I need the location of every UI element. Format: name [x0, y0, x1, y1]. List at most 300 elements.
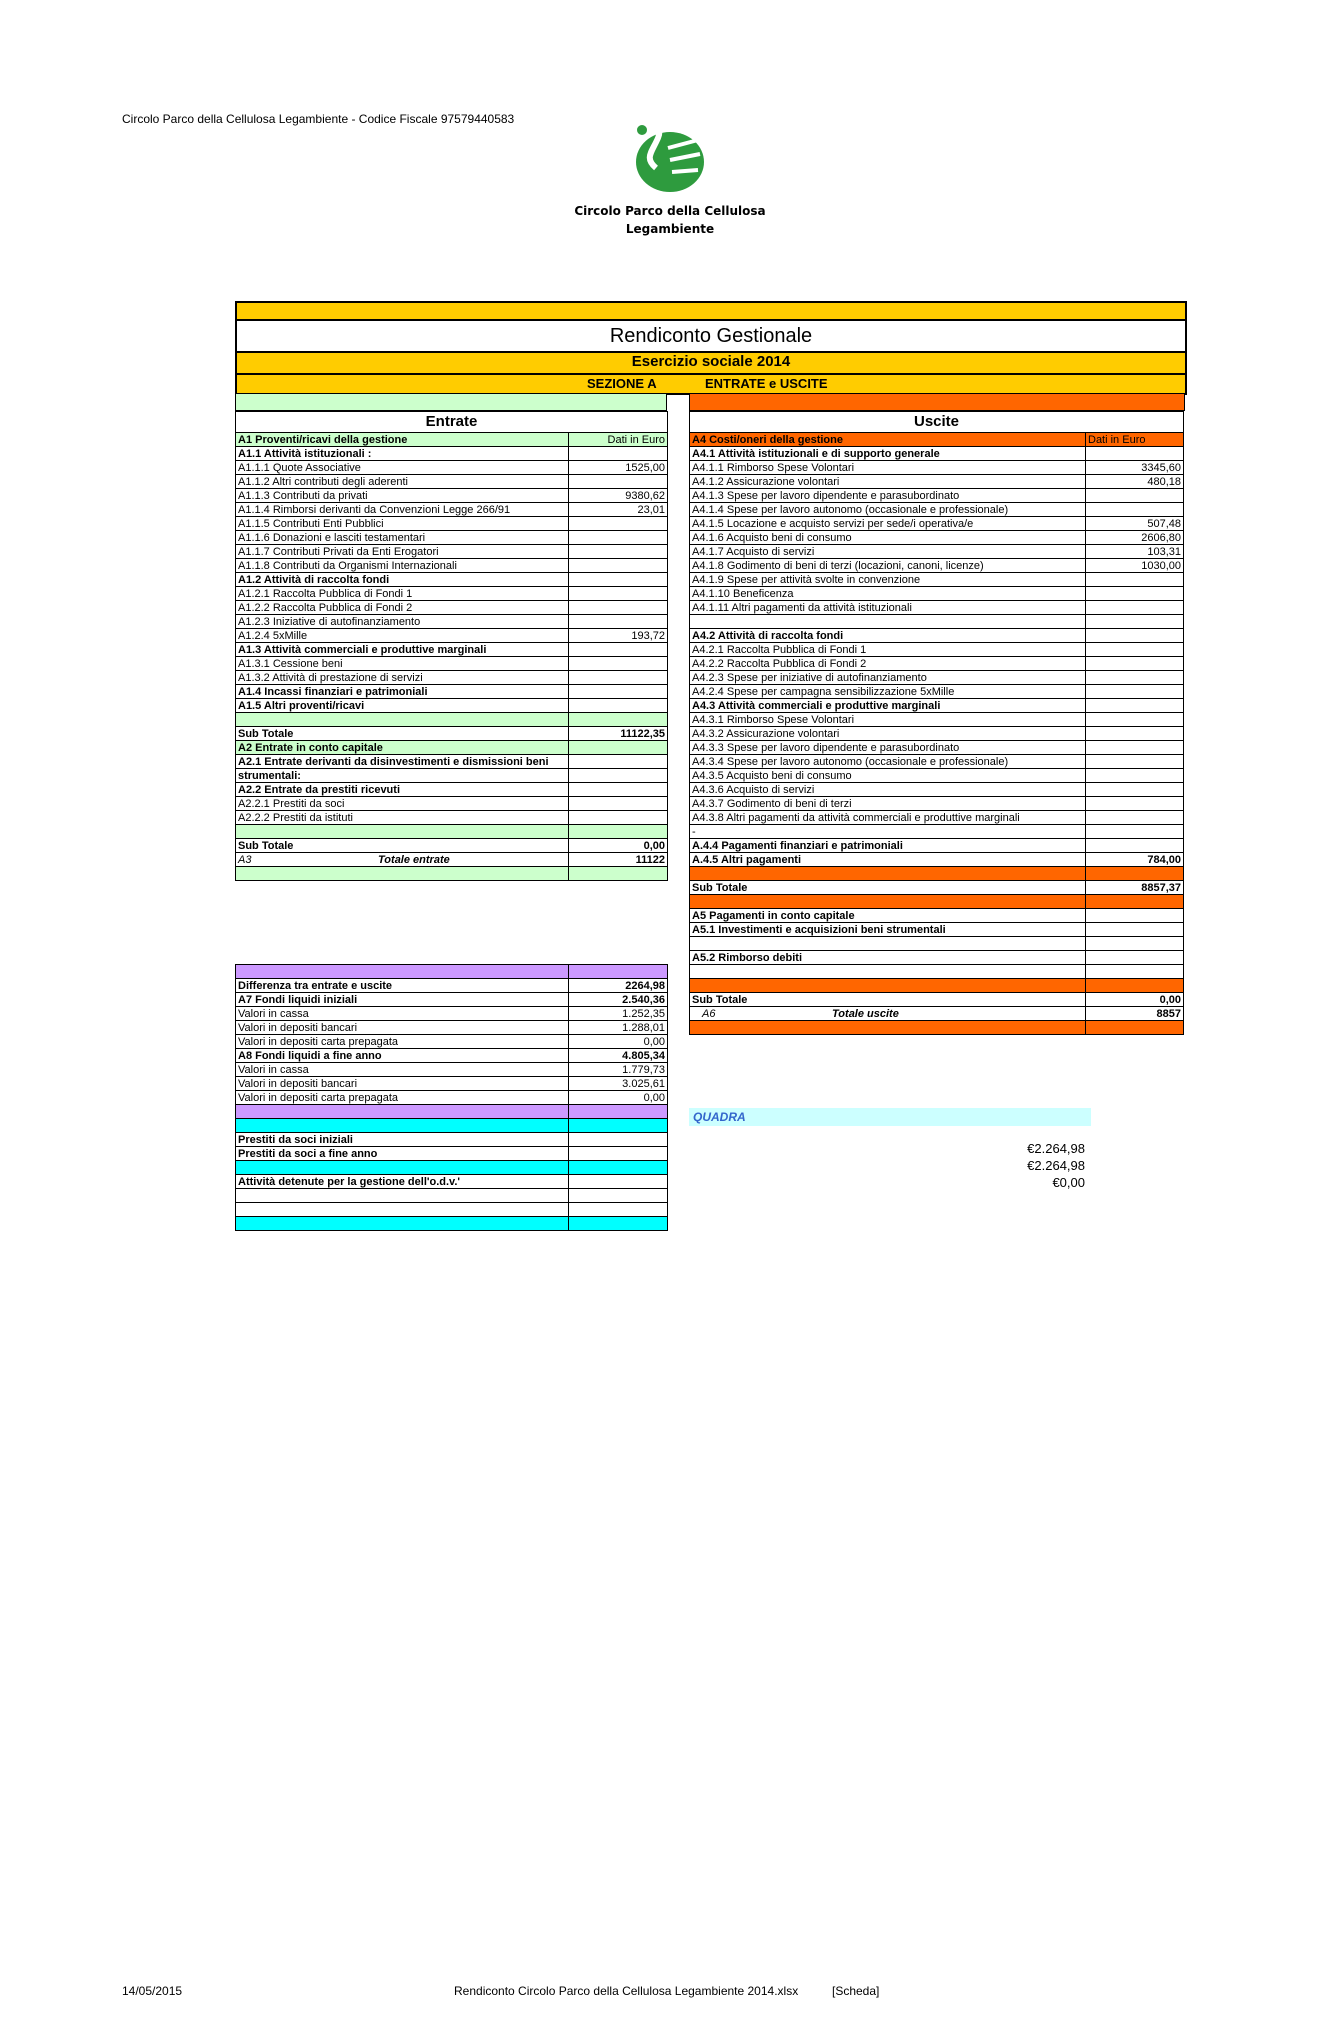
row-label: strumentali: — [236, 769, 569, 783]
row-value: 23,01 — [569, 503, 668, 517]
row-value: 1030,00 — [1086, 559, 1184, 573]
table-row — [236, 811, 668, 825]
table-row — [690, 489, 1184, 503]
row-value — [1086, 755, 1184, 769]
row-value — [1086, 503, 1184, 517]
table-row — [690, 909, 1184, 923]
row-label: A1.1.4 Rimborsi derivanti da Convenzioni Legge 266/91 — [236, 503, 569, 517]
row-value: 2264,98 — [569, 979, 668, 993]
swan-logo-icon — [628, 118, 708, 196]
table-row — [690, 923, 1184, 937]
uscite-col-head: A4 Costi/oneri della gestione — [690, 433, 1086, 447]
row-value: 2.540,36 — [569, 993, 668, 1007]
row-value — [569, 1203, 668, 1217]
row-value — [569, 965, 668, 979]
row-value — [1086, 783, 1184, 797]
table-row — [236, 867, 668, 881]
row-value: 8857,37 — [1086, 881, 1184, 895]
row-value — [1086, 643, 1184, 657]
row-value — [569, 573, 668, 587]
table-row — [236, 699, 668, 713]
row-label: A4.3.6 Acquisto di servizi — [690, 783, 1086, 797]
table-row — [236, 783, 668, 797]
entrate-heading: Entrate — [236, 412, 668, 433]
table-row — [690, 601, 1184, 615]
row-label — [236, 867, 569, 881]
row-label: A2.2 Entrate da prestiti ricevuti — [236, 783, 569, 797]
table-row — [236, 531, 668, 545]
table-row — [236, 993, 668, 1007]
row-label — [236, 965, 569, 979]
row-value: 0,00 — [1086, 993, 1184, 1007]
row-value — [569, 615, 668, 629]
table-row — [690, 783, 1184, 797]
row-value — [1086, 797, 1184, 811]
table-row — [236, 1203, 668, 1217]
row-value — [1086, 811, 1184, 825]
row-label: A4.3.5 Acquisto beni di consumo — [690, 769, 1086, 783]
row-label: A2.2.2 Prestiti da istituti — [236, 811, 569, 825]
table-row — [690, 643, 1184, 657]
table-row — [236, 489, 668, 503]
row-value — [569, 741, 668, 755]
row-label: A4.1.2 Assicurazione volontari — [690, 475, 1086, 489]
row-label: A5 Pagamenti in conto capitale — [690, 909, 1086, 923]
table-row — [236, 1007, 668, 1021]
footer-date: 14/05/2015 — [122, 1984, 183, 1998]
table-row — [236, 1035, 668, 1049]
table-row — [690, 853, 1184, 867]
table-row — [690, 741, 1184, 755]
row-value — [1086, 825, 1184, 839]
row-value: 4.805,34 — [569, 1049, 668, 1063]
table-row — [690, 727, 1184, 741]
table-row — [690, 559, 1184, 573]
row-value — [1086, 671, 1184, 685]
row-value: 1.288,01 — [569, 1021, 668, 1035]
row-value — [569, 825, 668, 839]
row-label: A4.1.5 Locazione e acquisto servizi per sede/i operativa/e — [690, 517, 1086, 531]
row-value — [1086, 741, 1184, 755]
row-value — [569, 713, 668, 727]
row-label: Sub Totale — [236, 727, 569, 741]
uscite-heading: Uscite — [690, 412, 1184, 433]
table-row — [690, 993, 1184, 1007]
table-row — [236, 965, 668, 979]
table-row — [690, 517, 1184, 531]
table-row — [690, 713, 1184, 727]
row-value — [1086, 657, 1184, 671]
row-label: Prestiti da soci iniziali — [236, 1133, 569, 1147]
row-label: Sub Totale — [690, 881, 1086, 895]
row-label: Sub Totale — [236, 839, 569, 853]
row-label — [690, 937, 1086, 951]
row-value — [569, 1175, 668, 1189]
row-label — [690, 895, 1086, 909]
report-esercizio: Esercizio sociale 2014 — [631, 353, 791, 370]
row-label: A1.2.4 5xMille — [236, 629, 569, 643]
row-value — [1086, 727, 1184, 741]
row-value — [569, 1189, 668, 1203]
table-row — [236, 447, 668, 461]
row-label: A4.1.3 Spese per lavoro dipendente e parasubordinato — [690, 489, 1086, 503]
table-row — [236, 839, 668, 853]
row-value — [1086, 713, 1184, 727]
table-row — [236, 1217, 668, 1231]
quadra-label: QUADRA — [689, 1108, 1091, 1126]
table-row — [236, 1049, 668, 1063]
table-row — [690, 811, 1184, 825]
row-label: A4.1.10 Beneficenza — [690, 587, 1086, 601]
logo-caption — [560, 202, 780, 238]
row-label: A.4.5 Altri pagamenti — [690, 853, 1086, 867]
row-value — [569, 699, 668, 713]
row-value — [1086, 951, 1184, 965]
row-value — [1086, 839, 1184, 853]
row-label: A1.1.1 Quote Associative — [236, 461, 569, 475]
report-sezione-desc: ENTRATE e USCITE — [705, 376, 828, 391]
row-label — [236, 825, 569, 839]
footer-sheet: [Scheda] — [832, 1984, 880, 1998]
table-row — [690, 769, 1184, 783]
report-sezione: SEZIONE A — [587, 376, 657, 391]
row-label: A1.2.1 Raccolta Pubblica di Fondi 1 — [236, 587, 569, 601]
table-row — [236, 643, 668, 657]
table-row — [236, 685, 668, 699]
row-value — [1086, 895, 1184, 909]
row-label: A4.1.6 Acquisto beni di consumo — [690, 531, 1086, 545]
row-label: A1.2.2 Raccolta Pubblica di Fondi 2 — [236, 601, 569, 615]
table-row — [690, 685, 1184, 699]
table-row — [236, 979, 668, 993]
row-label — [690, 1021, 1086, 1035]
table-row — [690, 587, 1184, 601]
row-value — [1086, 699, 1184, 713]
row-value — [569, 1161, 668, 1175]
total-code: A6 — [702, 1007, 716, 1020]
report-sezione-row — [237, 373, 1185, 393]
row-label: A4.1.4 Spese per lavoro autonomo (occasionale e professionale) — [690, 503, 1086, 517]
row-value — [569, 671, 668, 685]
table-row — [690, 755, 1184, 769]
row-label: A1.3.2 Attività di prestazione di servizi — [236, 671, 569, 685]
row-value: 0,00 — [569, 1035, 668, 1049]
row-label: A4.2.1 Raccolta Pubblica di Fondi 1 — [690, 643, 1086, 657]
total-label — [690, 1007, 1086, 1021]
row-label: A1.1.2 Altri contributi degli aderenti — [236, 475, 569, 489]
table-row — [236, 769, 668, 783]
row-value — [1086, 489, 1184, 503]
table-row — [236, 741, 668, 755]
row-label: A8 Fondi liquidi a fine anno — [236, 1049, 569, 1063]
row-label: A5.2 Rimborso debiti — [690, 951, 1086, 965]
table-row — [236, 1175, 668, 1189]
summary-table — [235, 964, 668, 1231]
row-value: 103,31 — [1086, 545, 1184, 559]
table-row — [236, 825, 668, 839]
row-label: A4.1.8 Godimento di beni di terzi (locazioni, canoni, licenze) — [690, 559, 1086, 573]
table-row — [236, 1063, 668, 1077]
row-value — [569, 1105, 668, 1119]
footer-file: Rendiconto Circolo Parco della Cellulosa Legambiente 2014.xlsx — [454, 1984, 799, 1998]
table-row — [690, 545, 1184, 559]
row-value — [1086, 867, 1184, 881]
total-row — [236, 853, 668, 867]
row-label: A4.1.11 Altri pagamenti da attività istituzionali — [690, 601, 1086, 615]
table-row — [690, 657, 1184, 671]
table-row — [236, 797, 668, 811]
uscite-col-val: Dati in Euro — [1086, 433, 1184, 447]
row-label: A1.1.8 Contributi da Organismi Internazionali — [236, 559, 569, 573]
row-label — [690, 965, 1086, 979]
row-label: A4.1.9 Spese per attività svolte in convenzione — [690, 573, 1086, 587]
row-label: A1.1 Attività istituzionali : — [236, 447, 569, 461]
row-label — [236, 1217, 569, 1231]
row-value — [569, 517, 668, 531]
row-label: A1.4 Incassi finanziari e patrimoniali — [236, 685, 569, 699]
row-value — [569, 811, 668, 825]
row-value: 0,00 — [569, 839, 668, 853]
row-label: A1.1.7 Contributi Privati da Enti Erogatori — [236, 545, 569, 559]
table-row — [236, 1133, 668, 1147]
table-row — [236, 1021, 668, 1035]
row-value: 9380,62 — [569, 489, 668, 503]
row-label: A2.1 Entrate derivanti da disinvestimenti e dismissioni beni — [236, 755, 569, 769]
uscite-band — [689, 393, 1185, 411]
table-row — [236, 657, 668, 671]
row-label — [690, 979, 1086, 993]
row-value — [569, 867, 668, 881]
row-label — [690, 867, 1086, 881]
row-label: A4.2.2 Raccolta Pubblica di Fondi 2 — [690, 657, 1086, 671]
row-label: A1.3 Attività commerciali e produttive marginali — [236, 643, 569, 657]
table-row — [236, 727, 668, 741]
row-label: Valori in cassa — [236, 1007, 569, 1021]
table-row — [690, 825, 1184, 839]
row-label — [236, 1189, 569, 1203]
table-row — [236, 573, 668, 587]
row-value — [1086, 769, 1184, 783]
table-row — [236, 503, 668, 517]
row-label — [236, 713, 569, 727]
row-value — [569, 1119, 668, 1133]
row-label: Valori in depositi carta prepagata — [236, 1035, 569, 1049]
table-row — [690, 531, 1184, 545]
row-value — [569, 755, 668, 769]
table-row — [690, 447, 1184, 461]
total-text: Totale uscite — [832, 1007, 899, 1020]
quadra-value-3: €0,00 — [1052, 1175, 1085, 1190]
table-row — [690, 475, 1184, 489]
row-label — [236, 1119, 569, 1133]
table-row — [236, 461, 668, 475]
table-row — [690, 937, 1184, 951]
row-label: A4.1.1 Rimborso Spese Volontari — [690, 461, 1086, 475]
report-title-band — [235, 301, 1187, 395]
row-value — [569, 643, 668, 657]
row-label — [236, 1105, 569, 1119]
row-label: A4.3.1 Rimborso Spese Volontari — [690, 713, 1086, 727]
row-label: A1.3.1 Cessione beni — [236, 657, 569, 671]
table-row — [236, 601, 668, 615]
row-label: A4.3.4 Spese per lavoro autonomo (occasionale e professionale) — [690, 755, 1086, 769]
row-label: A5.1 Investimenti e acquisizioni beni strumentali — [690, 923, 1086, 937]
table-row — [236, 1189, 668, 1203]
entrate-table — [235, 411, 668, 881]
table-row — [236, 1091, 668, 1105]
entrate-band — [235, 393, 667, 411]
row-value: 3345,60 — [1086, 461, 1184, 475]
total-value: 8857 — [1086, 1007, 1184, 1021]
uscite-table — [689, 411, 1184, 1035]
table-row — [690, 629, 1184, 643]
row-label: Valori in cassa — [236, 1063, 569, 1077]
table-row — [690, 895, 1184, 909]
row-value — [1086, 685, 1184, 699]
row-label: A1.1.3 Contributi da privati — [236, 489, 569, 503]
row-value: 193,72 — [569, 629, 668, 643]
row-value — [1086, 923, 1184, 937]
row-value — [1086, 629, 1184, 643]
table-row — [236, 1119, 668, 1133]
table-row — [690, 881, 1184, 895]
table-row — [690, 573, 1184, 587]
row-value — [569, 475, 668, 489]
row-label: - — [690, 825, 1086, 839]
row-value — [569, 769, 668, 783]
row-label: A7 Fondi liquidi iniziali — [236, 993, 569, 1007]
row-value — [1086, 909, 1184, 923]
table-row — [236, 1147, 668, 1161]
table-row — [236, 587, 668, 601]
table-row — [236, 1077, 668, 1091]
row-value: 480,18 — [1086, 475, 1184, 489]
row-label: Valori in depositi carta prepagata — [236, 1091, 569, 1105]
quadra-value-1: €2.264,98 — [1027, 1141, 1085, 1156]
table-row — [690, 867, 1184, 881]
table-row — [236, 615, 668, 629]
row-value — [1086, 601, 1184, 615]
total-code: A3 — [238, 853, 252, 866]
row-label: A4.3.2 Assicurazione volontari — [690, 727, 1086, 741]
row-label: A4.3 Attività commerciali e produttive marginali — [690, 699, 1086, 713]
table-row — [690, 1021, 1184, 1035]
row-label: Differenza tra entrate e uscite — [236, 979, 569, 993]
row-label: A4.2 Attività di raccolta fondi — [690, 629, 1086, 643]
row-value: 507,48 — [1086, 517, 1184, 531]
row-label: A1.5 Altri proventi/ricavi — [236, 699, 569, 713]
row-value: 0,00 — [569, 1091, 668, 1105]
logo-caption-line-2: Legambiente — [625, 222, 715, 236]
row-label: A4.3.8 Altri pagamenti da attività commerciali e produttive marginali — [690, 811, 1086, 825]
row-value — [569, 783, 668, 797]
table-row — [690, 965, 1184, 979]
row-value — [569, 587, 668, 601]
row-value — [1086, 979, 1184, 993]
row-value: 1.779,73 — [569, 1063, 668, 1077]
row-value: 1.252,35 — [569, 1007, 668, 1021]
total-value: 11122 — [569, 853, 668, 867]
table-row — [690, 839, 1184, 853]
table-row — [236, 629, 668, 643]
row-value — [569, 1133, 668, 1147]
row-label: Attività detenute per la gestione dell'o.d.v.' — [236, 1175, 569, 1189]
row-value: 2606,80 — [1086, 531, 1184, 545]
quadra-values — [960, 1140, 1085, 1191]
row-label: Sub Totale — [690, 993, 1086, 1007]
row-value — [1086, 615, 1184, 629]
row-label: A2.2.1 Prestiti da soci — [236, 797, 569, 811]
row-label: A4.2.3 Spese per iniziative di autofinanziamento — [690, 671, 1086, 685]
row-value — [569, 685, 668, 699]
row-value — [1086, 937, 1184, 951]
row-value — [1086, 965, 1184, 979]
total-row — [690, 1007, 1184, 1021]
entrate-col-head: A1 Proventi/ricavi della gestione — [236, 433, 569, 447]
row-value: 1525,00 — [569, 461, 668, 475]
table-row — [236, 713, 668, 727]
table-row — [690, 951, 1184, 965]
row-label: A4.2.4 Spese per campagna sensibilizzazione 5xMille — [690, 685, 1086, 699]
row-value — [569, 1217, 668, 1231]
total-label — [236, 853, 569, 867]
row-label: Valori in depositi bancari — [236, 1077, 569, 1091]
row-value — [1086, 573, 1184, 587]
row-label: A1.2 Attività di raccolta fondi — [236, 573, 569, 587]
row-value — [569, 601, 668, 615]
row-label — [690, 615, 1086, 629]
row-label: Prestiti da soci a fine anno — [236, 1147, 569, 1161]
row-label: Valori in depositi bancari — [236, 1021, 569, 1035]
row-value: 3.025,61 — [569, 1077, 668, 1091]
row-value — [1086, 1021, 1184, 1035]
row-label: A1.1.5 Contributi Enti Pubblici — [236, 517, 569, 531]
row-value — [569, 531, 668, 545]
report-title: Rendiconto Gestionale — [237, 319, 1185, 353]
org-header-line: Circolo Parco della Cellulosa Legambiente - Codice Fiscale 97579440583 — [122, 112, 515, 126]
table-row — [236, 671, 668, 685]
row-label: A4.3.3 Spese per lavoro dipendente e parasubordinato — [690, 741, 1086, 755]
row-label — [236, 1203, 569, 1217]
logo-caption-line-1: Circolo Parco della Cellulosa — [574, 204, 766, 218]
table-row — [236, 475, 668, 489]
table-row — [690, 461, 1184, 475]
row-label: A4.1.7 Acquisto di servizi — [690, 545, 1086, 559]
row-value: 784,00 — [1086, 853, 1184, 867]
row-value — [569, 447, 668, 461]
row-value — [569, 559, 668, 573]
row-value — [569, 797, 668, 811]
quadra-value-2: €2.264,98 — [1027, 1158, 1085, 1173]
row-value — [1086, 447, 1184, 461]
row-label: A4.3.7 Godimento di beni di terzi — [690, 797, 1086, 811]
table-row — [690, 615, 1184, 629]
table-row — [236, 1105, 668, 1119]
table-row — [236, 559, 668, 573]
row-label — [236, 1161, 569, 1175]
entrate-col-val: Dati in Euro — [569, 433, 668, 447]
row-label: A.4.4 Pagamenti finanziari e patrimoniali — [690, 839, 1086, 853]
table-row — [690, 979, 1184, 993]
table-row — [236, 1161, 668, 1175]
row-value — [569, 657, 668, 671]
table-row — [690, 503, 1184, 517]
row-value — [569, 1147, 668, 1161]
row-value: 11122,35 — [569, 727, 668, 741]
row-value — [1086, 587, 1184, 601]
table-row — [236, 755, 668, 769]
row-label: A2 Entrate in conto capitale — [236, 741, 569, 755]
